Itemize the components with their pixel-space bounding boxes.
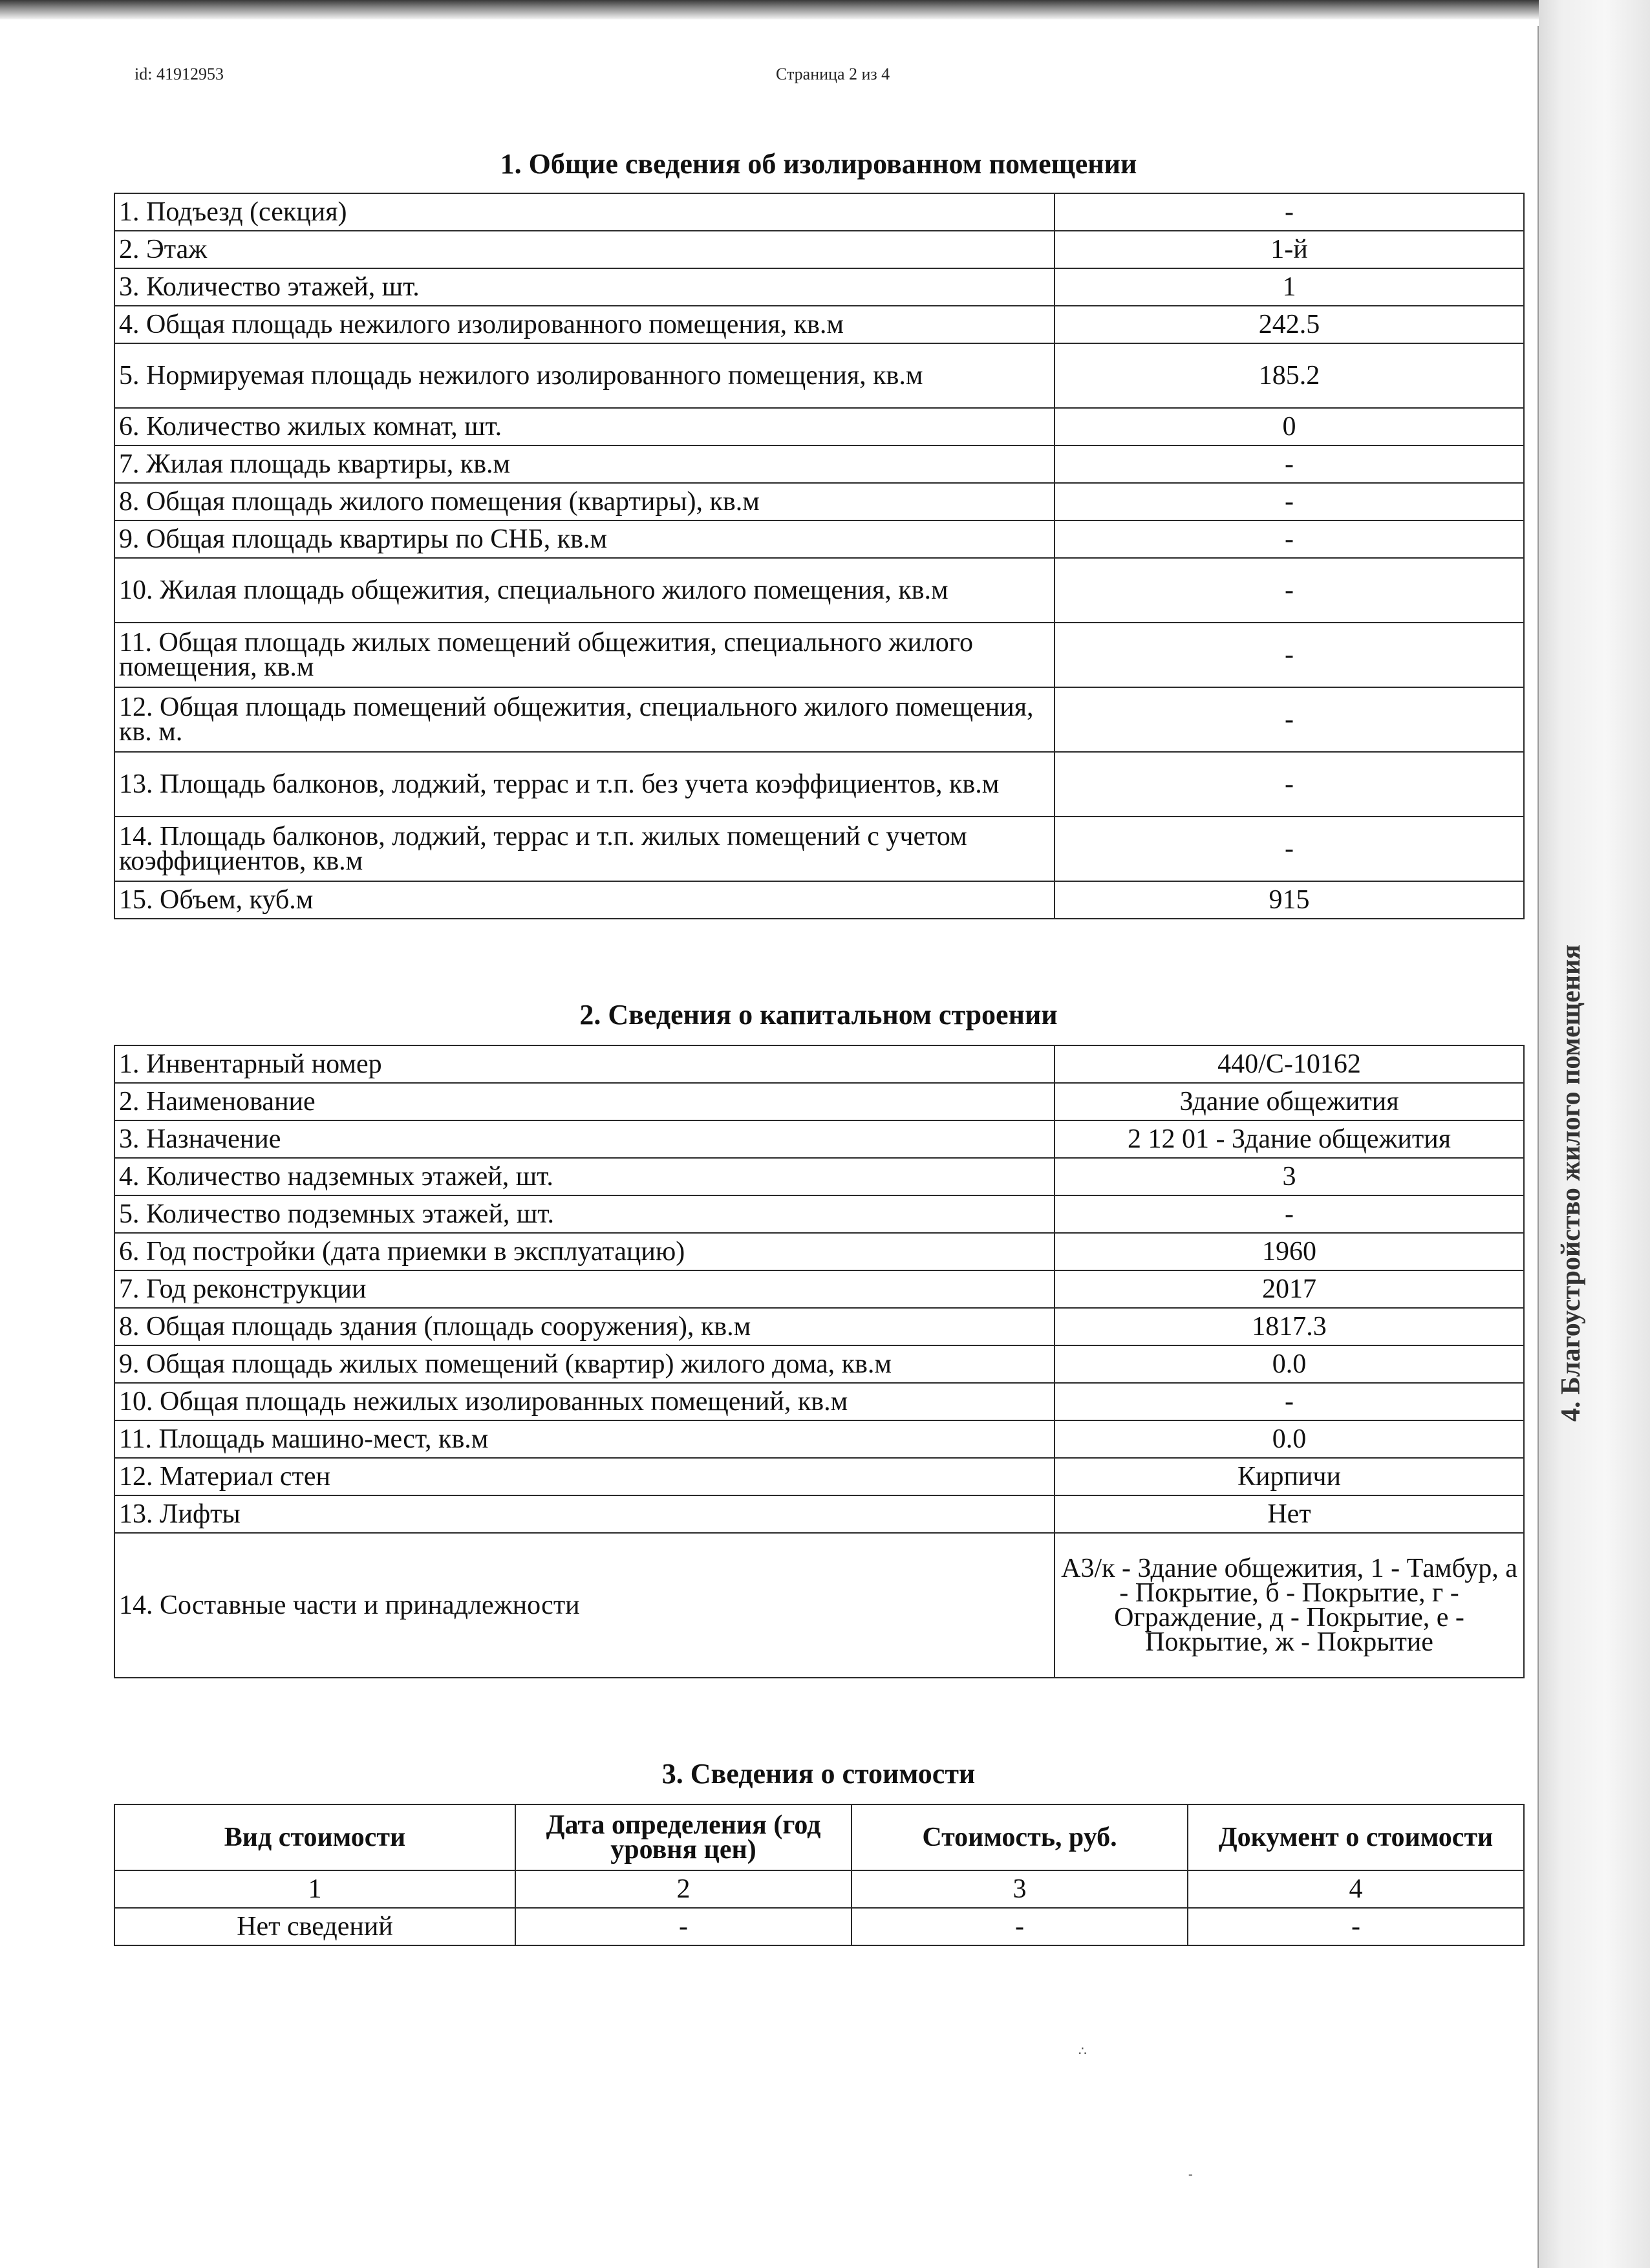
table-row	[114, 231, 1524, 268]
row-value: -	[1055, 752, 1524, 817]
cost-cell: -	[1188, 1908, 1524, 1945]
table-row	[114, 1158, 1524, 1195]
document-id: id: 41912953	[134, 65, 224, 83]
table-row	[114, 1270, 1524, 1308]
cost-number-row	[114, 1870, 1524, 1908]
table-row	[114, 306, 1524, 343]
row-label: 1. Подъезд (секция)	[114, 193, 1055, 231]
row-label: 15. Объем, куб.м	[114, 881, 1055, 919]
row-value: Здание общежития	[1055, 1083, 1524, 1120]
row-label: 7. Год реконструкции	[114, 1270, 1055, 1308]
row-label: 5. Количество подземных этажей, шт.	[114, 1195, 1055, 1233]
row-value: А3/к - Здание общежития, 1 - Тамбур, а - Покрытие, б - Покрытие, г - Ограждение, д - Покрытие, е - Покрытие, ж - Покрытие	[1055, 1533, 1524, 1678]
table-row	[114, 623, 1524, 687]
row-label: 2. Этаж	[114, 231, 1055, 268]
cost-header-row	[114, 1804, 1524, 1870]
row-label: 13. Лифты	[114, 1495, 1055, 1533]
table-row	[114, 1345, 1524, 1383]
row-value: -	[1055, 558, 1524, 623]
row-label: 4. Общая площадь нежилого изолированного помещения, кв.м	[114, 306, 1055, 343]
table-row	[114, 193, 1524, 231]
row-value: 2 12 01 - Здание общежития	[1055, 1120, 1524, 1158]
table-row	[114, 1383, 1524, 1420]
scan-speck: ∴	[1078, 2044, 1087, 2059]
section2-table	[114, 1045, 1525, 1678]
row-value: -	[1055, 193, 1524, 231]
cost-number-cell: 1	[114, 1870, 515, 1908]
table-row	[114, 520, 1524, 558]
row-value: 242.5	[1055, 306, 1524, 343]
row-label: 3. Количество этажей, шт.	[114, 268, 1055, 306]
row-label: 5. Нормируемая площадь нежилого изолированного помещения, кв.м	[114, 343, 1055, 408]
row-value: -	[1055, 520, 1524, 558]
table-row	[114, 1458, 1524, 1495]
row-value: 1-й	[1055, 231, 1524, 268]
table-row	[114, 817, 1524, 881]
row-label: 12. Материал стен	[114, 1458, 1055, 1495]
row-label: 11. Площадь машино-мест, кв.м	[114, 1420, 1055, 1458]
row-value: 1817.3	[1055, 1308, 1524, 1345]
row-label: 8. Общая площадь здания (площадь сооружения), кв.м	[114, 1308, 1055, 1345]
row-label: 14. Площадь балконов, лоджий, террас и т.п. жилых помещений с учетом коэффициентов, кв.м	[114, 817, 1055, 881]
table-row	[114, 445, 1524, 483]
cost-cell: Нет сведений	[114, 1908, 515, 1945]
side-label-text: 4. Благоустройство жилого помещения	[1556, 944, 1586, 1422]
row-label: 7. Жилая площадь квартиры, кв.м	[114, 445, 1055, 483]
table-row	[114, 1233, 1524, 1270]
cost-header-cell: Документ о стоимости	[1188, 1804, 1524, 1870]
scan-top-edge	[0, 0, 1650, 19]
page-number: Страница 2 из 4	[776, 65, 890, 83]
table-row	[114, 752, 1524, 817]
row-value: 1960	[1055, 1233, 1524, 1270]
cost-table	[114, 1804, 1525, 1946]
cost-number-cell: 3	[852, 1870, 1188, 1908]
row-value: 3	[1055, 1158, 1524, 1195]
row-label: 4. Количество надземных этажей, шт.	[114, 1158, 1055, 1195]
table-row	[114, 343, 1524, 408]
row-value: -	[1055, 687, 1524, 752]
row-label: 11. Общая площадь жилых помещений общежития, специального жилого помещения, кв.м	[114, 623, 1055, 687]
table-row	[114, 408, 1524, 445]
table-row	[114, 1533, 1524, 1678]
row-value: 0	[1055, 408, 1524, 445]
scan-speck: ‐	[1188, 2167, 1193, 2181]
row-value: 0.0	[1055, 1345, 1524, 1383]
row-label: 14. Составные части и принадлежности	[114, 1533, 1055, 1678]
row-label: 12. Общая площадь помещений общежития, специального жилого помещения, кв. м.	[114, 687, 1055, 752]
section1-title: 1. Общие сведения об изолированном помещении	[500, 148, 1137, 180]
cost-cell: -	[852, 1908, 1188, 1945]
row-value: -	[1055, 623, 1524, 687]
section2-body	[114, 1045, 1524, 1678]
row-value: -	[1055, 817, 1524, 881]
section2-title: 2. Сведения о капитальном строении	[579, 999, 1058, 1031]
row-value: 2017	[1055, 1270, 1524, 1308]
table-row	[114, 687, 1524, 752]
cost-header-cell: Дата определения (год уровня цен)	[515, 1804, 852, 1870]
row-label: 10. Общая площадь нежилых изолированных помещений, кв.м	[114, 1383, 1055, 1420]
table-row	[114, 1083, 1524, 1120]
row-value: 185.2	[1055, 343, 1524, 408]
row-value: 915	[1055, 881, 1524, 919]
row-label: 10. Жилая площадь общежития, специального жилого помещения, кв.м	[114, 558, 1055, 623]
row-value: -	[1055, 1195, 1524, 1233]
table-row	[114, 558, 1524, 623]
row-label: 6. Количество жилых комнат, шт.	[114, 408, 1055, 445]
table-row	[114, 1195, 1524, 1233]
section1-table	[114, 193, 1525, 919]
cost-header-cell: Вид стоимости	[114, 1804, 515, 1870]
cost-number-cell: 4	[1188, 1870, 1524, 1908]
table-row	[114, 1120, 1524, 1158]
table-row	[114, 1908, 1524, 1945]
cost-cell: -	[515, 1908, 852, 1945]
row-label: 13. Площадь балконов, лоджий, террас и т.п. без учета коэффициентов, кв.м	[114, 752, 1055, 817]
row-value: Кирпичи	[1055, 1458, 1524, 1495]
row-value: -	[1055, 445, 1524, 483]
table-row	[114, 1495, 1524, 1533]
row-label: 9. Общая площадь жилых помещений (квартир) жилого дома, кв.м	[114, 1345, 1055, 1383]
table-row	[114, 483, 1524, 520]
row-label: 1. Инвентарный номер	[114, 1045, 1055, 1083]
row-value: -	[1055, 483, 1524, 520]
section1-body	[114, 193, 1524, 919]
table-row	[114, 1045, 1524, 1083]
row-label: 6. Год постройки (дата приемки в эксплуатацию)	[114, 1233, 1055, 1270]
table-row	[114, 268, 1524, 306]
table-row	[114, 881, 1524, 919]
section3-title: 3. Сведения о стоимости	[661, 1758, 976, 1790]
row-value: 0.0	[1055, 1420, 1524, 1458]
side-label	[1539, 905, 1603, 1461]
cost-body	[114, 1804, 1524, 1945]
row-label: 9. Общая площадь квартиры по СНБ, кв.м	[114, 520, 1055, 558]
table-row	[114, 1308, 1524, 1345]
row-value: 440/С-10162	[1055, 1045, 1524, 1083]
row-value: Нет	[1055, 1495, 1524, 1533]
row-label: 8. Общая площадь жилого помещения (квартиры), кв.м	[114, 483, 1055, 520]
cost-number-cell: 2	[515, 1870, 852, 1908]
table-row	[114, 1420, 1524, 1458]
cost-header-cell: Стоимость, руб.	[852, 1804, 1188, 1870]
row-value: 1	[1055, 268, 1524, 306]
row-value: -	[1055, 1383, 1524, 1420]
row-label: 2. Наименование	[114, 1083, 1055, 1120]
row-label: 3. Назначение	[114, 1120, 1055, 1158]
